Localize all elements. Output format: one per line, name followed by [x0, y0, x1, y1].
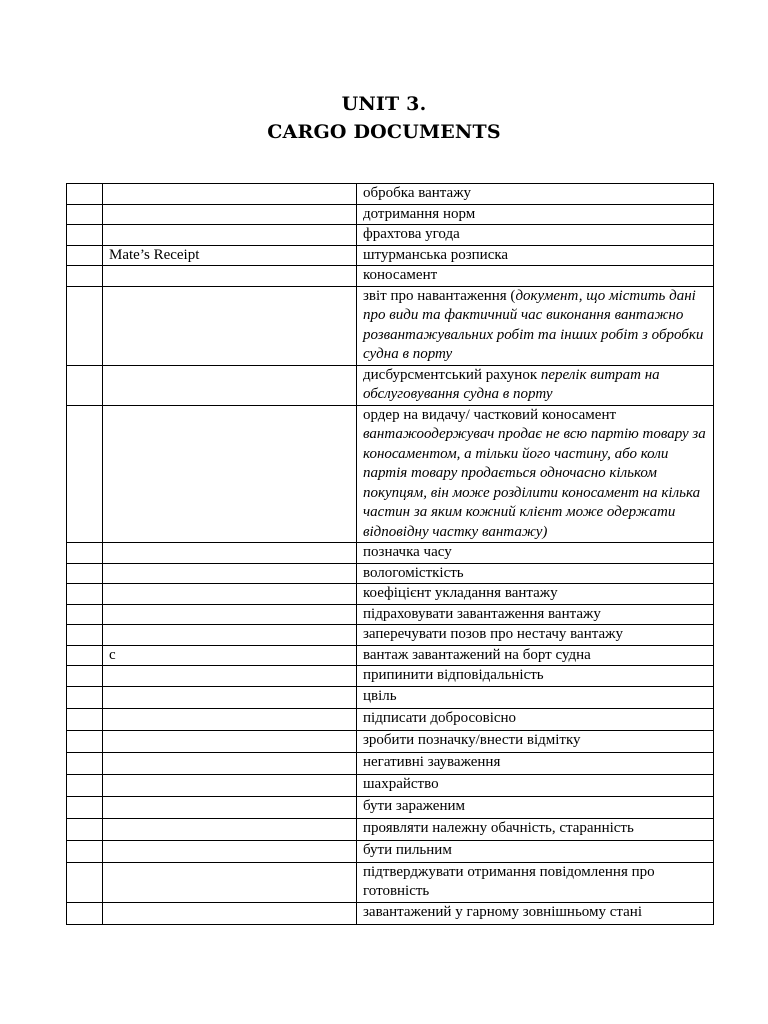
row-number-cell [67, 604, 103, 625]
table-row [67, 708, 714, 730]
translation-text: вантаж завантажений на борт судна [363, 646, 591, 663]
row-number-cell [67, 405, 103, 543]
table-row [67, 840, 714, 862]
row-number-cell [67, 286, 103, 365]
english-term-cell [103, 818, 357, 840]
ukrainian-translation-cell [357, 365, 714, 405]
translation-text: бути зараженим [363, 797, 466, 814]
table-row [67, 563, 714, 584]
english-term-cell [103, 184, 357, 205]
row-number-cell [67, 862, 103, 902]
row-number-cell [67, 365, 103, 405]
ukrainian-translation-cell [357, 405, 714, 543]
row-number-cell [67, 730, 103, 752]
section-title: CARGO DOCUMENTS [267, 121, 501, 143]
translation-text: ордер на видачу/ частковий коносамент [363, 406, 617, 423]
english-term-cell [103, 686, 357, 708]
table-row [67, 584, 714, 605]
row-number-cell [67, 902, 103, 924]
row-number-cell [67, 245, 103, 266]
english-term-cell [103, 796, 357, 818]
row-number-cell [67, 796, 103, 818]
english-term-cell [103, 543, 357, 564]
translation-gloss: вантажоодержувач продає не всю партію товару за коносаментом, а тільки його частину, або коли партія товару продається одночасно кільком покупцям, він може розділити коносамент на кілька частин за яким кожний клієнт може одержати відповідну частку вантажу) [363, 426, 706, 540]
row-number-cell [67, 840, 103, 862]
table-row [67, 245, 714, 266]
page-header [0, 90, 768, 146]
ukrainian-translation-cell [357, 730, 714, 752]
table-row [67, 286, 714, 365]
table-row [67, 902, 714, 924]
english-term-cell [103, 862, 357, 902]
english-term-cell [103, 365, 357, 405]
ukrainian-translation-cell [357, 752, 714, 774]
ukrainian-translation-cell [357, 862, 714, 902]
row-number-cell [67, 708, 103, 730]
ukrainian-translation-cell [357, 245, 714, 266]
translation-text: підраховувати завантаження вантажу [363, 605, 601, 622]
table-row [67, 365, 714, 405]
english-term-cell [103, 625, 357, 646]
english-term-cell [103, 266, 357, 287]
english-term-cell [103, 584, 357, 605]
row-number-cell [67, 563, 103, 584]
row-number-cell [67, 204, 103, 225]
table-row [67, 774, 714, 796]
english-term-cell [103, 225, 357, 246]
ukrainian-translation-cell [357, 902, 714, 924]
translation-text: дотримання норм [363, 205, 476, 222]
table-row [67, 604, 714, 625]
translation-text: коефіцієнт укладання вантажу [363, 585, 558, 601]
table-row [67, 796, 714, 818]
ukrainian-translation-cell [357, 686, 714, 708]
english-term-cell [103, 666, 357, 687]
table-row [67, 818, 714, 840]
table-row [67, 666, 714, 687]
ukrainian-translation-cell [357, 584, 714, 605]
translation-text: завантажений у гарному зовнішньому стані [363, 903, 642, 920]
translation-text: бути пильним [363, 841, 452, 858]
row-number-cell [67, 266, 103, 287]
ukrainian-translation-cell [357, 796, 714, 818]
row-number-cell [67, 686, 103, 708]
unit-number: UNIT 3. [341, 93, 427, 115]
table-row [67, 645, 714, 666]
translation-text: обробка вантажу [363, 185, 472, 201]
row-number-cell [67, 774, 103, 796]
english-term-cell [103, 204, 357, 225]
english-term-cell [103, 286, 357, 365]
translation-text: звіт про навантаження ( [363, 287, 516, 304]
english-term-cell: Mate’s Receipt [103, 245, 357, 266]
english-term-cell [103, 774, 357, 796]
translation-text: підтверджувати отримання повідомлення про готовність [363, 863, 655, 899]
english-term-cell [103, 752, 357, 774]
table-row [67, 625, 714, 646]
row-number-cell [67, 818, 103, 840]
ukrainian-translation-cell [357, 604, 714, 625]
english-term-cell [103, 730, 357, 752]
ukrainian-translation-cell [357, 225, 714, 246]
ukrainian-translation-cell [357, 543, 714, 564]
translation-text: фрахтова угода [363, 226, 460, 242]
row-number-cell [67, 666, 103, 687]
translation-text: цвіль [363, 687, 397, 704]
translation-text: припинити відповідальність [363, 667, 544, 683]
ukrainian-translation-cell [357, 666, 714, 687]
ukrainian-translation-cell [357, 204, 714, 225]
table-row [67, 543, 714, 564]
ukrainian-translation-cell [357, 184, 714, 205]
translation-text: штурманська розписка [363, 246, 509, 263]
ukrainian-translation-cell [357, 645, 714, 666]
table-row [67, 686, 714, 708]
translation-text: позначка часу [363, 544, 452, 560]
translation-text: підписати добросовісно [363, 709, 517, 726]
ukrainian-translation-cell [357, 708, 714, 730]
english-term-cell [103, 840, 357, 862]
english-term-cell [103, 902, 357, 924]
table-row [67, 204, 714, 225]
row-number-cell [67, 752, 103, 774]
english-term-cell: c [103, 645, 357, 666]
translation-text: коносамент [363, 267, 438, 283]
translation-text: проявляти належну обачність, старанність [363, 819, 634, 836]
ukrainian-translation-cell [357, 266, 714, 287]
english-term-cell [103, 604, 357, 625]
english-term-cell [103, 405, 357, 543]
translation-text: зробити позначку/внести відмітку [363, 731, 581, 748]
row-number-cell [67, 645, 103, 666]
table-row [67, 862, 714, 902]
ukrainian-translation-cell [357, 563, 714, 584]
row-number-cell [67, 584, 103, 605]
translation-gloss: документ, що містить дані про види та фактичний час виконання вантажно розвантажувальних робіт та інших робіт з обробки судна в порту [363, 287, 704, 362]
ukrainian-translation-cell [357, 625, 714, 646]
vocabulary-table-body [67, 184, 714, 925]
ukrainian-translation-cell [357, 286, 714, 365]
ukrainian-translation-cell [357, 840, 714, 862]
table-row [67, 184, 714, 205]
translation-text: шахрайство [363, 775, 439, 792]
vocabulary-table [66, 183, 714, 925]
table-row [67, 752, 714, 774]
english-term-cell [103, 563, 357, 584]
row-number-cell [67, 543, 103, 564]
table-row [67, 730, 714, 752]
translation-gloss: перелік витрат на обслуговування судна в порту [363, 366, 660, 402]
row-number-cell [67, 225, 103, 246]
translation-text: вологомісткість [363, 564, 464, 581]
translation-text: заперечувати позов про нестачу вантажу [363, 626, 623, 642]
row-number-cell [67, 184, 103, 205]
table-row [67, 405, 714, 543]
english-term-cell [103, 708, 357, 730]
table-row [67, 266, 714, 287]
table-row [67, 225, 714, 246]
translation-text: негативні зауваження [363, 753, 501, 770]
ukrainian-translation-cell [357, 818, 714, 840]
ukrainian-translation-cell [357, 774, 714, 796]
row-number-cell [67, 625, 103, 646]
translation-text: дисбурсментський рахунок [363, 366, 541, 383]
